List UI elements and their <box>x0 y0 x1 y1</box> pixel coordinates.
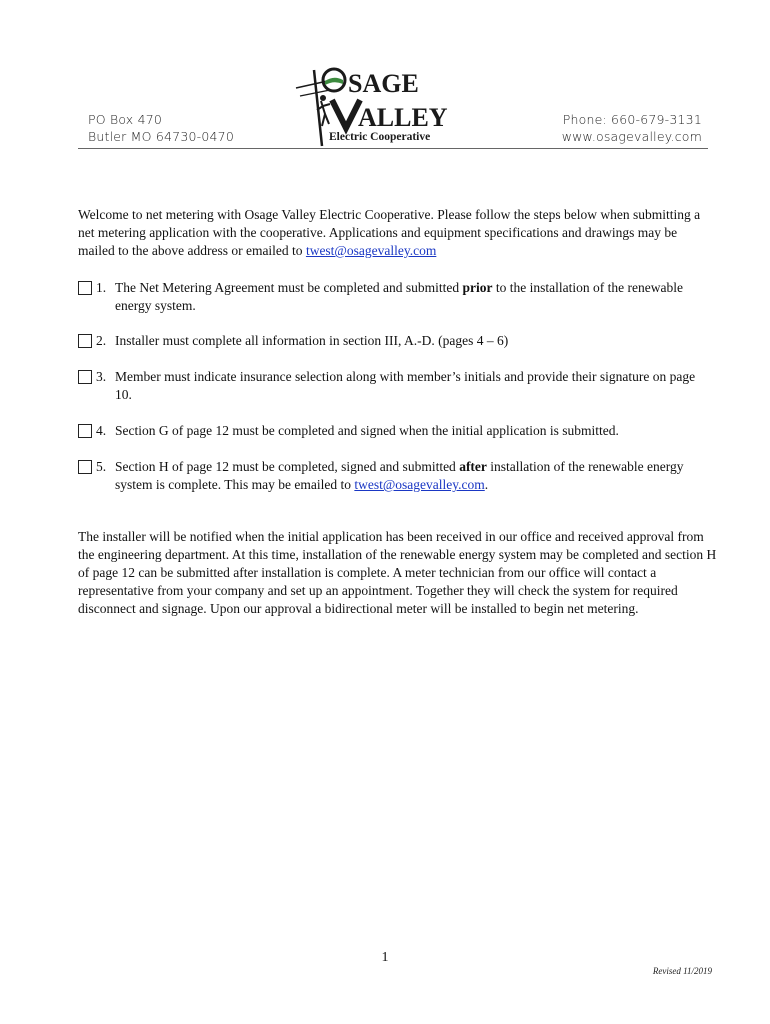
header-divider <box>78 148 708 149</box>
intro-paragraph: Welcome to net metering with Osage Valley Electric Cooperative. Please follow the steps below when submitting a net metering application with the cooperative. Applications and equipment specifications and drawings may be mailed to the above address or emailed to twest@osagevalley.com <box>78 207 701 258</box>
checkbox-5[interactable] <box>78 460 92 474</box>
closing-paragraph: The installer will be notified when the initial application has been received in our office and received approval from the engineering department. At this time, installation of the renewable energy system may be completed and section H of page 12 can be submitted after installation is complete. A meter technician from our office will contact a representative from your company and set up an appointment. Together they will check the system for required disconnect and signage. Upon our approval a bidirectional meter will be installed to begin net metering. <box>78 529 717 616</box>
address-line-2: Butler MO 64730-0470 <box>88 129 234 144</box>
address-line-1: PO Box 470 <box>88 112 163 127</box>
intro-email-link[interactable]: twest@osagevalley.com <box>305 243 437 258</box>
item5-email-link[interactable]: twest@osagevalley.com <box>354 477 485 492</box>
checkbox-2[interactable] <box>78 334 92 348</box>
phone-number: Phone: 660-679-3131 <box>562 112 702 127</box>
logo-word-valley: ALLEY <box>358 103 448 132</box>
website: www.osagevalley.com <box>561 129 702 144</box>
page-number: 1 <box>381 950 389 965</box>
logo-tagline: Electric Cooperative <box>329 131 431 143</box>
mailing-address <box>88 111 234 145</box>
contact-info <box>562 111 702 145</box>
logo-word-osage: SAGE <box>348 69 419 98</box>
revised-date: Revised 11/2019 <box>652 966 712 976</box>
checkbox-3[interactable] <box>78 370 92 384</box>
checkbox-4[interactable] <box>78 424 92 438</box>
osage-valley-logo <box>292 66 452 148</box>
checkbox-1[interactable] <box>78 281 92 295</box>
